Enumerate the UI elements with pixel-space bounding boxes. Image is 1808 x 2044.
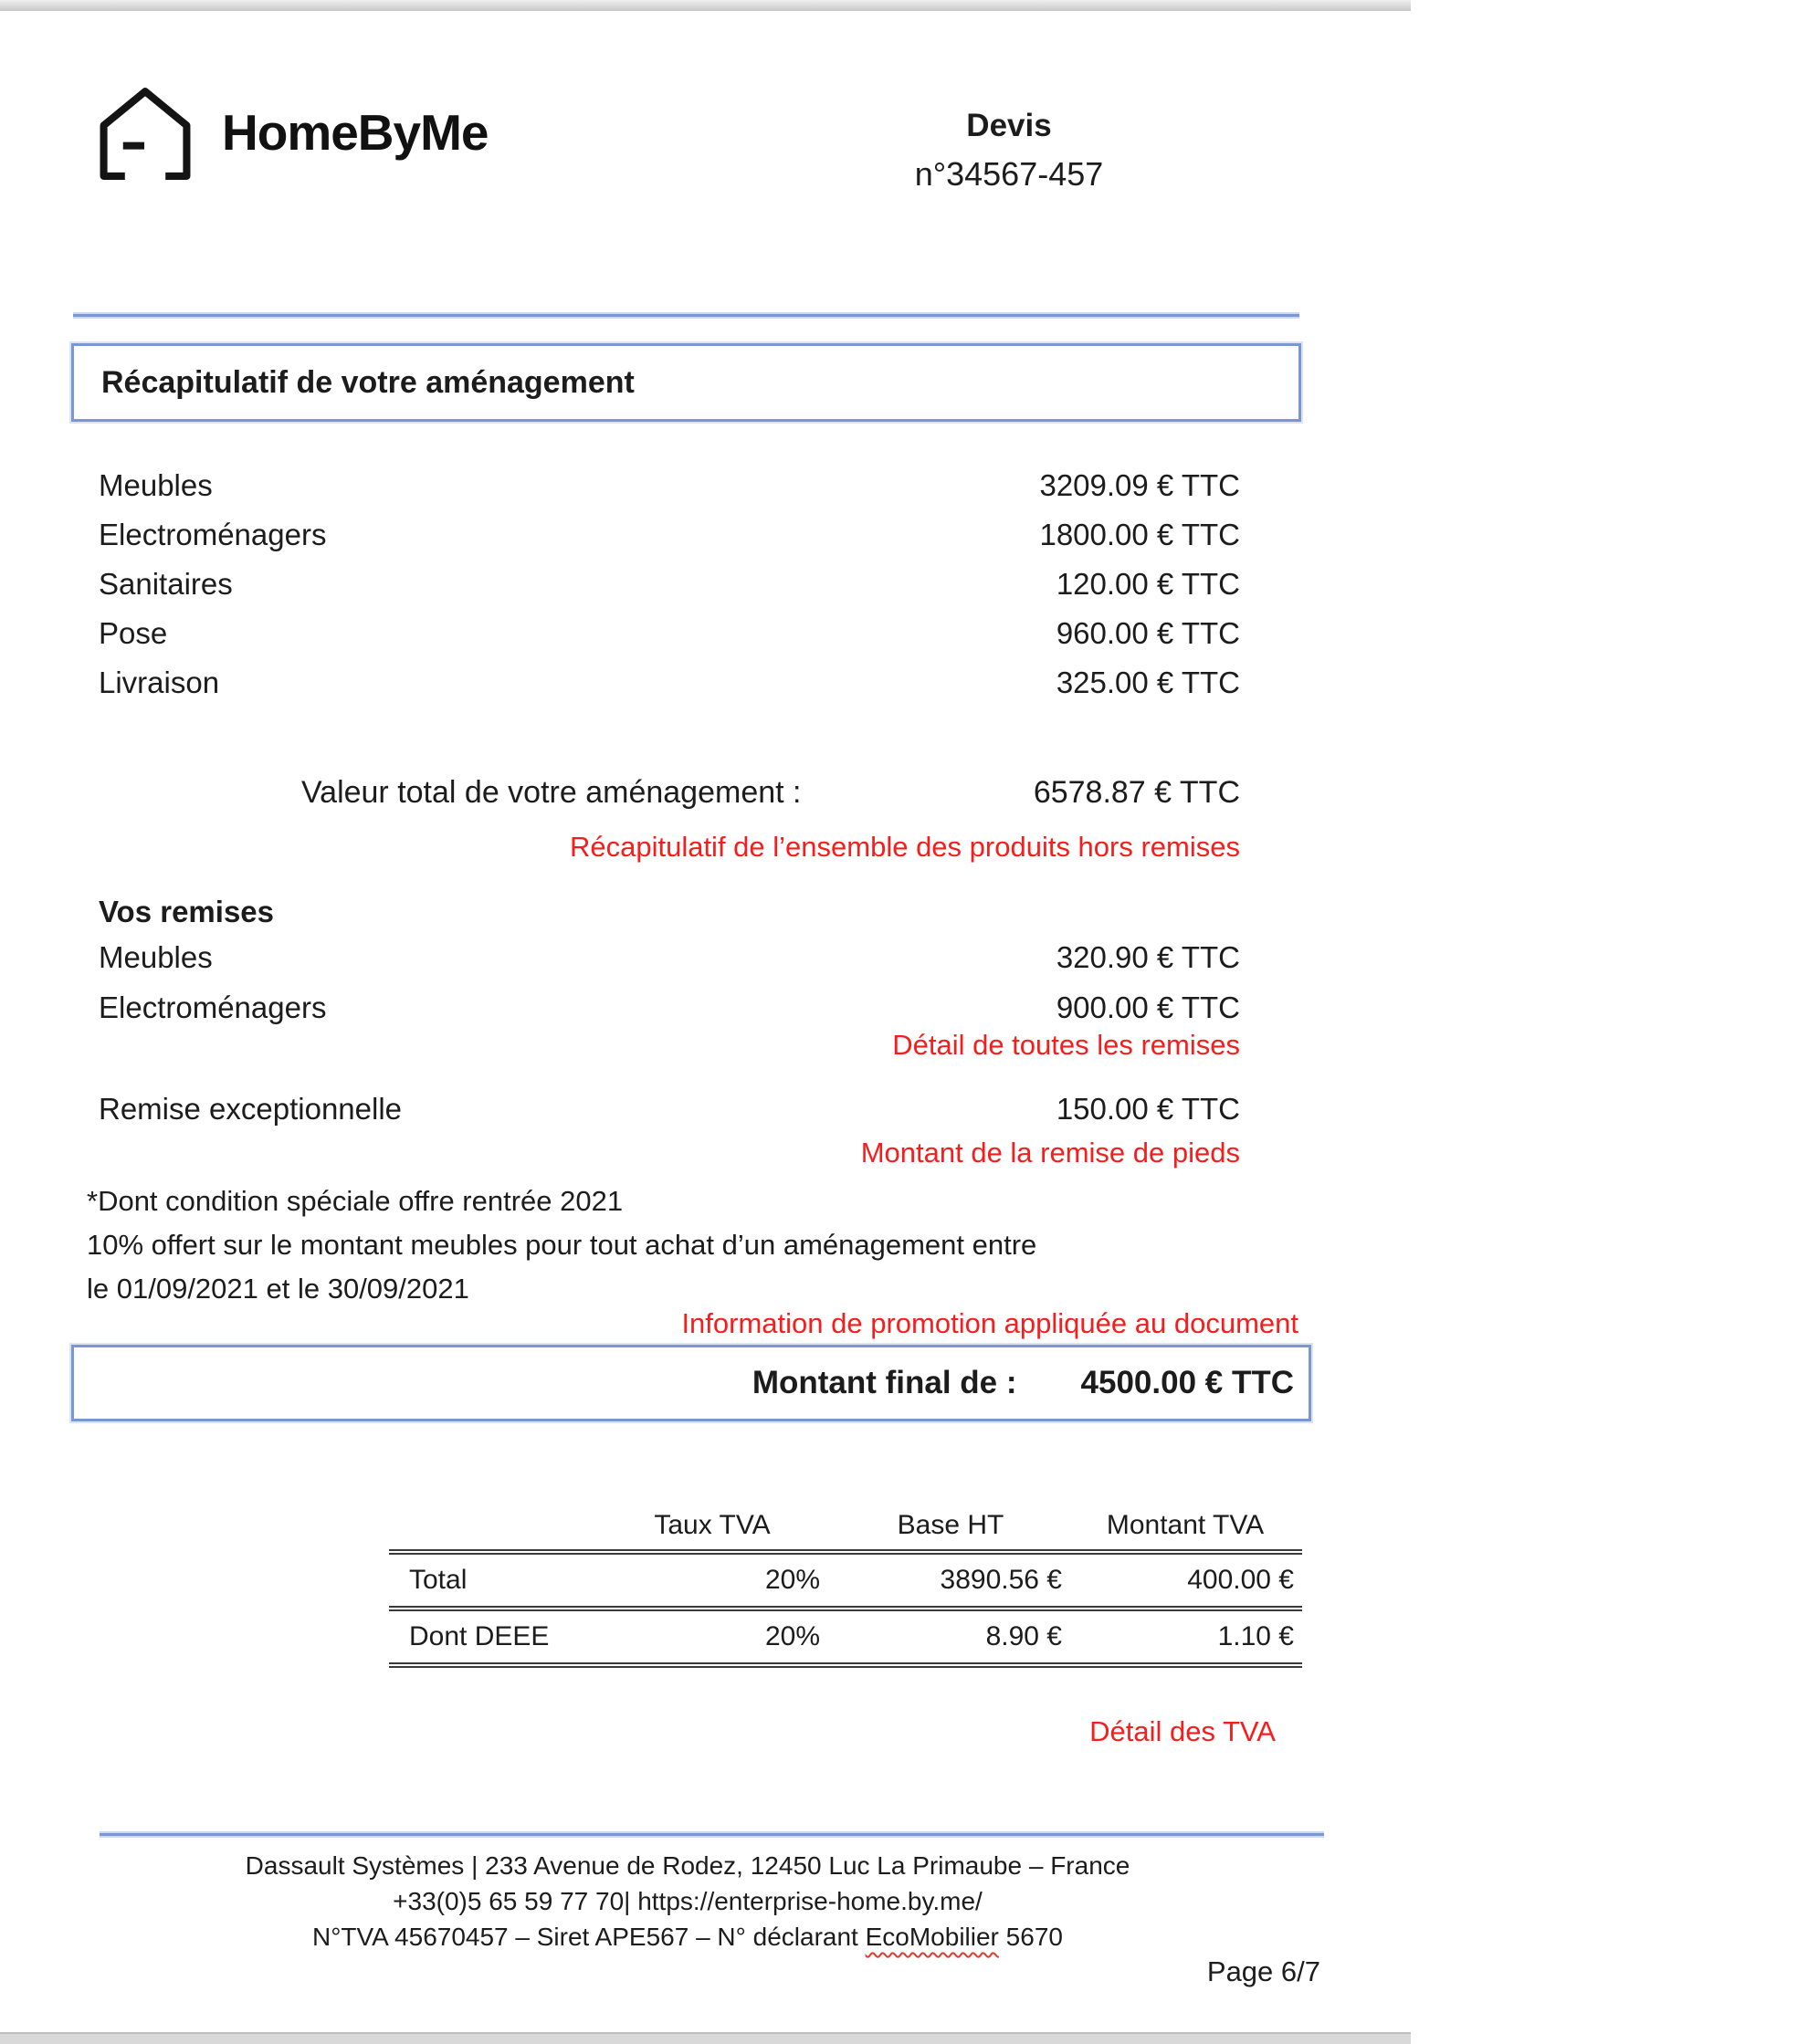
item-value: 325.00 € TTC (1056, 666, 1240, 699)
item-label: Meubles (99, 939, 213, 974)
tva-header-cell: Taux TVA (654, 1510, 771, 1540)
item-label: Livraison (99, 666, 220, 699)
footer-legal (71, 1919, 1304, 1955)
tva-cell: 20% (764, 1621, 820, 1651)
annotation-tva: Détail des TVA (1089, 1715, 1276, 1747)
annotation-discounts: Détail de toutes les remises (892, 1029, 1240, 1061)
total-row (301, 771, 1240, 813)
footer-address: Dassault Systèmes | 233 Avenue de Rodez, 12450 Luc La Primaube – France (245, 1851, 1130, 1880)
item-label: Electroménagers (99, 990, 327, 1024)
item-label: Remise exceptionnelle (99, 1092, 403, 1126)
item-label: Pose (99, 616, 168, 650)
summary-items (99, 461, 1240, 708)
summary-row (99, 510, 1240, 560)
item-value: 960.00 € TTC (1056, 616, 1240, 650)
tva-header-row (389, 1502, 1302, 1555)
summary-title: Récapitulatif de votre aménagement (101, 364, 635, 400)
item-label: Electroménagers (99, 518, 327, 551)
final-amount-value: 4500.00 € TTC (1080, 1365, 1294, 1400)
logo-text: HomeByMe (222, 104, 489, 161)
discount-items (99, 932, 1240, 1032)
window-bottom-scrollbar[interactable] (0, 2032, 1411, 2044)
discount-row (99, 982, 1240, 1032)
summary-row (99, 560, 1240, 609)
window-top-edge (0, 0, 1411, 11)
total-value: 6578.87 € TTC (1033, 774, 1240, 810)
item-value: 120.00 € TTC (1056, 567, 1240, 601)
tva-cell: 8.90 € (985, 1621, 1062, 1651)
tva-row-deee (389, 1611, 1302, 1668)
footer-legal-suffix: 5670 (998, 1923, 1063, 1951)
footer-legal-prefix: N°TVA 45670457 – Siret APE567 – N° déclarant (312, 1923, 866, 1951)
logo (94, 84, 489, 181)
tva-cell: 1.10 € (1217, 1621, 1294, 1651)
tva-header-cell: Montant TVA (1106, 1510, 1265, 1540)
annotation-exceptional: Montant de la remise de pieds (860, 1137, 1240, 1169)
tva-cell: Total (409, 1565, 468, 1595)
exceptional-discount-row (99, 1085, 1240, 1134)
footer-legal-flagged-word: EcoMobilier (865, 1923, 999, 1951)
annotation-summary: Récapitulatif de l’ensemble des produits hors remises (569, 831, 1240, 863)
item-value: 3209.09 € TTC (1039, 468, 1240, 502)
tva-cell: 3890.56 € (940, 1565, 1062, 1595)
item-value: 1800.00 € TTC (1039, 518, 1240, 551)
footer (71, 1848, 1304, 1955)
tva-cell: 400.00 € (1187, 1565, 1294, 1595)
final-amount-box (71, 1345, 1311, 1421)
summary-row (99, 658, 1240, 708)
summary-row (99, 461, 1240, 510)
document-title-block (826, 108, 1192, 194)
document-number: n°34567-457 (914, 155, 1104, 193)
house-icon (94, 84, 196, 181)
tva-row-total (389, 1555, 1302, 1611)
promo-conditions (87, 1179, 1036, 1311)
item-label: Meubles (99, 468, 213, 502)
footer-contact: +33(0)5 65 59 77 70| https://enterprise-home.by.me/ (393, 1887, 983, 1915)
condition-line: *Dont condition spéciale offre rentrée 2021 (87, 1185, 624, 1217)
annotation-promo: Information de promotion appliquée au document (681, 1307, 1298, 1339)
footer-divider (100, 1833, 1324, 1836)
item-value: 320.90 € TTC (1056, 939, 1240, 974)
final-amount-label: Montant final de : (752, 1365, 1017, 1400)
item-value: 150.00 € TTC (1056, 1092, 1240, 1126)
condition-line: le 01/09/2021 et le 30/09/2021 (87, 1273, 469, 1305)
discount-row (99, 932, 1240, 982)
summary-title-box (71, 343, 1301, 422)
summary-row (99, 609, 1240, 658)
document-type: Devis (966, 108, 1052, 143)
item-value: 900.00 € TTC (1056, 990, 1240, 1024)
page-indicator: Page 6/7 (1206, 1955, 1320, 1987)
total-label: Valeur total de votre aménagement : (301, 774, 802, 810)
item-label: Sanitaires (99, 567, 233, 601)
tva-header-cell: Base HT (897, 1510, 1004, 1540)
condition-line: 10% offert sur le montant meubles pour tout achat d’un aménagement entre (87, 1229, 1037, 1261)
top-divider (73, 314, 1299, 317)
tva-cell: Dont DEEE (409, 1621, 550, 1651)
tva-cell: 20% (764, 1565, 820, 1595)
tva-table (389, 1502, 1302, 1668)
discounts-heading: Vos remises (99, 895, 275, 928)
